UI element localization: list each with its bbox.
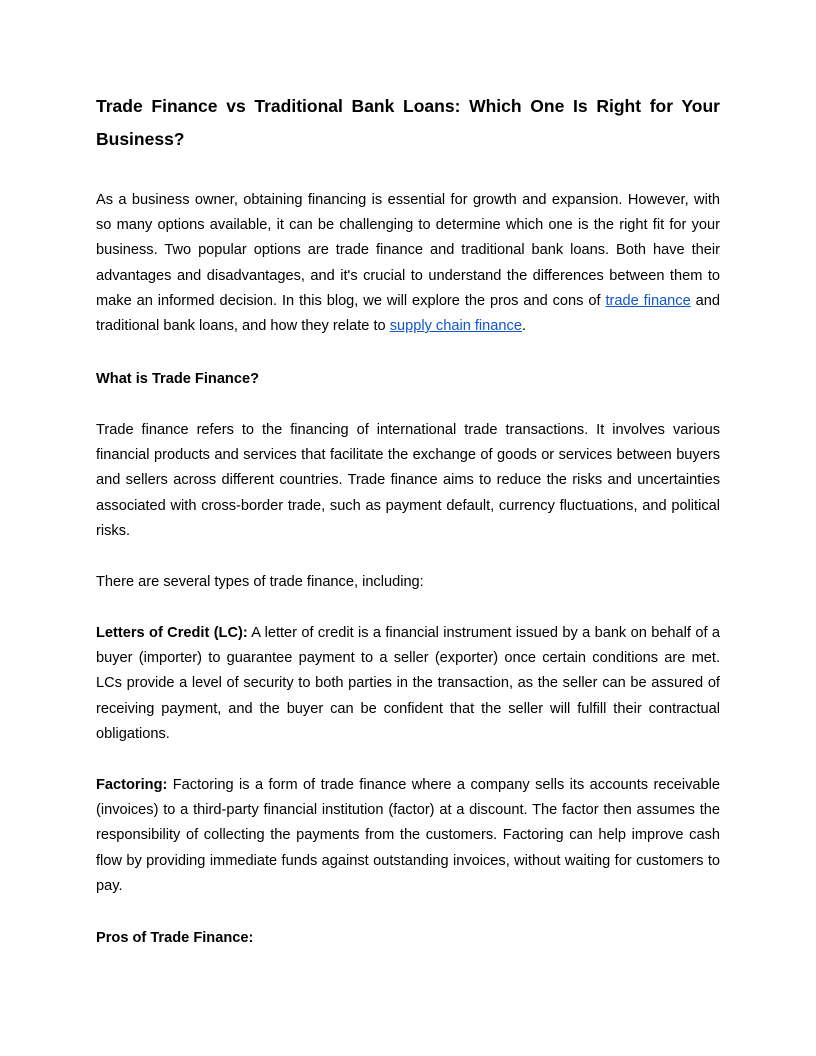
intro-paragraph — [96, 188, 720, 339]
intro-text-2: and traditional bank loans, and how they relate to — [96, 292, 720, 335]
intro-text-1: As a business owner, obtaining financing is essential for growth and expansion. However, with so many options available, it can be challenging to determine which one is the right fit for your business. Two popular options are trade finance and traditional bank loans. Both have their advantages and disadvantages, and it's crucial to understand the differences between them to make an informed decision. In this blog, we will explore the pros and cons of — [96, 192, 720, 309]
trade-finance-link[interactable]: trade finance — [605, 292, 691, 309]
factoring-term: Factoring: — [96, 777, 168, 793]
supply-chain-finance-link[interactable]: supply chain finance — [389, 318, 522, 335]
trade-finance-definition-paragraph: Trade finance refers to the financing of international trade transactions. It involves various financial products and services that facilitate the exchange of goods or services between buyers and sellers across different countries. Trade finance aims to reduce the risks and uncertainties associated with cross-border trade, such as payment default, currency fluctuations, and political risks. — [96, 422, 720, 539]
types-intro-paragraph: There are several types of trade finance, including: — [96, 574, 424, 590]
factoring-paragraph — [96, 773, 720, 899]
intro-text-3: . — [521, 318, 526, 335]
factoring-description: Factoring is a form of trade finance where a company sells its accounts receivable (invoices) to a third-party financial institution (factor) at a discount. The factor then assumes the responsibility of collecting the payments from the customers. Factoring can help improve cash flow by providing immediate funds against outstanding invoices, without waiting for customers to pay. — [96, 777, 720, 894]
letters-of-credit-description: A letter of credit is a financial instrument issued by a bank on behalf of a buyer (importer) to guarantee payment to a seller (exporter) once certain conditions are met. LCs provide a level of security to both parties in the transaction, as the seller can be assured of receiving payment, and the buyer can be confident that the seller will fulfill their contractual obligations. — [96, 625, 720, 742]
page-title: Trade Finance vs Traditional Bank Loans: Which One Is Right for Your Business? — [96, 96, 720, 149]
section-heading-what-is-trade-finance: What is Trade Finance? — [96, 371, 259, 387]
pros-of-trade-finance-heading: Pros of Trade Finance: — [96, 930, 254, 946]
letters-of-credit-term: Letters of Credit (LC): — [96, 625, 248, 641]
letters-of-credit-paragraph — [96, 621, 720, 747]
